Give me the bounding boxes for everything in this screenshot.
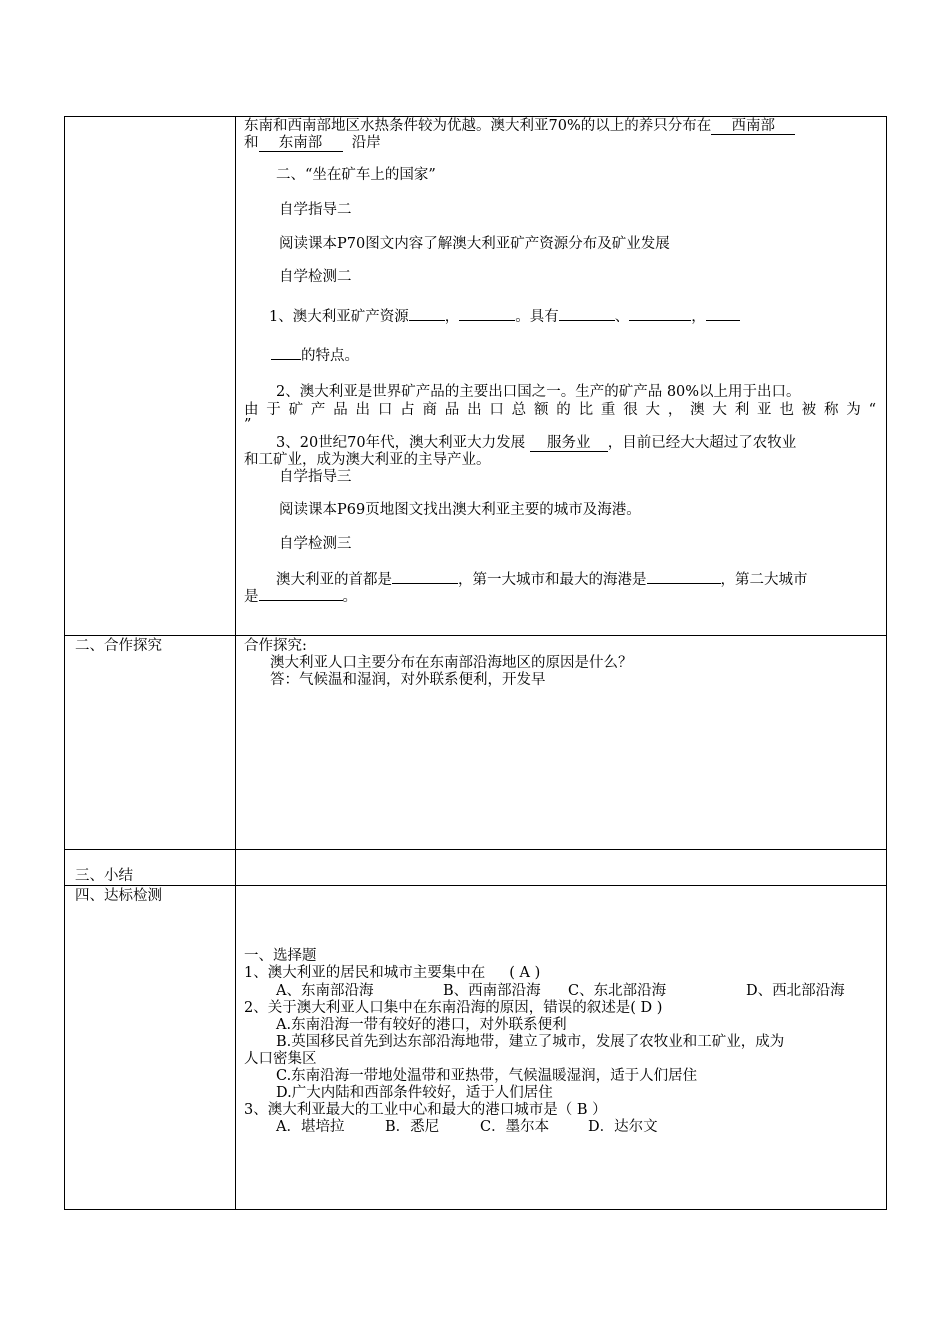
blank — [559, 306, 615, 321]
column-divider — [235, 116, 236, 1210]
check-2-title: 自学检测二 — [279, 269, 352, 285]
mc-q2-option-d: D.广大内陆和西部条件较好，适于人们居住 — [276, 1085, 553, 1101]
answer-service: 服务业 — [530, 435, 608, 452]
mc-q1-option-d: D、西北部沿海 — [746, 983, 845, 999]
blank — [409, 306, 445, 321]
row-divider-1 — [64, 635, 887, 636]
choice-heading: 一、选择题 — [244, 948, 317, 964]
q1-mineral-resources: 1、澳大利亚矿产资源 ， 。具有 、 ， — [269, 306, 740, 326]
answer-southeast: 东南部 — [259, 135, 343, 152]
guide-3-text: 阅读课本P69页地图文找出澳大利亚主要的城市及海港。 — [279, 502, 641, 518]
row-divider-2 — [64, 849, 887, 850]
guide-2-title: 自学指导二 — [279, 202, 352, 218]
mc-q2: 2、关于澳大利亚人口集中在东南沿海的原因，错误的叙述是( D ) — [244, 1000, 663, 1016]
answer-southwest: 西南部 — [711, 118, 795, 135]
mc-q1: 1、澳大利亚的居民和城市主要集中在 ( A ) — [244, 965, 541, 981]
blank — [706, 306, 740, 321]
q2-line2: 由于矿产品出口占商品出口总额的比重很大，澳大利亚也被称为“ — [244, 402, 876, 418]
q1-line2: 的特点。 — [271, 345, 359, 365]
q3-line2: 和工矿业，成为澳大利亚的主导产业。 — [244, 452, 491, 468]
guide-2-text: 阅读课本P70图文内容了解澳大利亚矿产资源分布及矿业发展 — [279, 236, 670, 252]
heading-mining-country: 二、“坐在矿车上的国家” — [276, 167, 436, 183]
mc-q1-option-c: C、东北部沿海 — [568, 983, 667, 999]
q3-line1: 3、20世纪70年代，澳大利亚大力发展 服务业 ，目前已经大大超过了农牧业 — [276, 435, 797, 451]
mc-q1-option-b: B、西南部沿海 — [443, 983, 541, 999]
inquiry-question: 澳大利亚人口主要分布在东南部沿海地区的原因是什么？ — [270, 655, 633, 671]
mc-q3-option-a: A．堪培拉 — [276, 1119, 345, 1135]
q2-line1: 2、澳大利亚是世界矿产品的主要出口国之一。生产的矿产品 80%以上用于出口。 — [276, 384, 801, 400]
capital-question: 澳大利亚的首都是 ，第一大城市和最大的海港是 ，第二大城市 — [276, 569, 808, 589]
mc-q2-option-b: B.英国移民首先到达东部沿海地带，建立了城市，发展了农牧业和工矿业，成为 — [276, 1034, 785, 1050]
mc-q2-option-a: A.东南沿海一带有较好的港口，对外联系便利 — [276, 1017, 567, 1033]
q2-line3: ” — [244, 417, 252, 433]
mc-q3-option-b: B．悉尼 — [385, 1119, 440, 1135]
mc-q3-option-d: D．达尔文 — [588, 1119, 658, 1135]
blank — [647, 569, 721, 584]
blank — [271, 345, 301, 360]
inquiry-title: 合作探究: — [244, 638, 307, 654]
capital-question-line2: 是 。 — [244, 586, 357, 606]
blank — [392, 569, 458, 584]
section-assessment-label: 四、达标检测 — [75, 888, 162, 904]
inquiry-answer: 答：气候温和湿润，对外联系便利，开发早 — [270, 672, 546, 688]
s1-line2: 和 东南部 沿岸 — [244, 135, 381, 151]
row-divider-3 — [64, 885, 887, 886]
blank — [629, 306, 691, 321]
blank — [459, 306, 515, 321]
s1-line1: 东南和西南部地区水热条件较为优越。澳大利亚70%的以上的养只分布在 西南部 — [244, 117, 795, 135]
blank — [259, 586, 343, 601]
check-3-title: 自学检测三 — [279, 536, 352, 552]
mc-q2-option-c: C.东南沿海一带地处温带和亚热带，气候温暖湿润，适于人们居住 — [276, 1068, 698, 1084]
mc-q3-option-c: C．墨尔本 — [480, 1119, 550, 1135]
section-summary-label: 三、小结 — [75, 868, 133, 884]
mc-q2-option-b-cont: 人口密集区 — [244, 1051, 317, 1067]
guide-3-title: 自学指导三 — [279, 469, 352, 485]
section-cooperative-inquiry-label: 二、合作探究 — [75, 638, 162, 654]
mc-q3: 3、澳大利亚最大的工业中心和最大的港口城市是（ B ） — [244, 1102, 607, 1118]
mc-q1-option-a: A、东南部沿海 — [276, 983, 374, 999]
